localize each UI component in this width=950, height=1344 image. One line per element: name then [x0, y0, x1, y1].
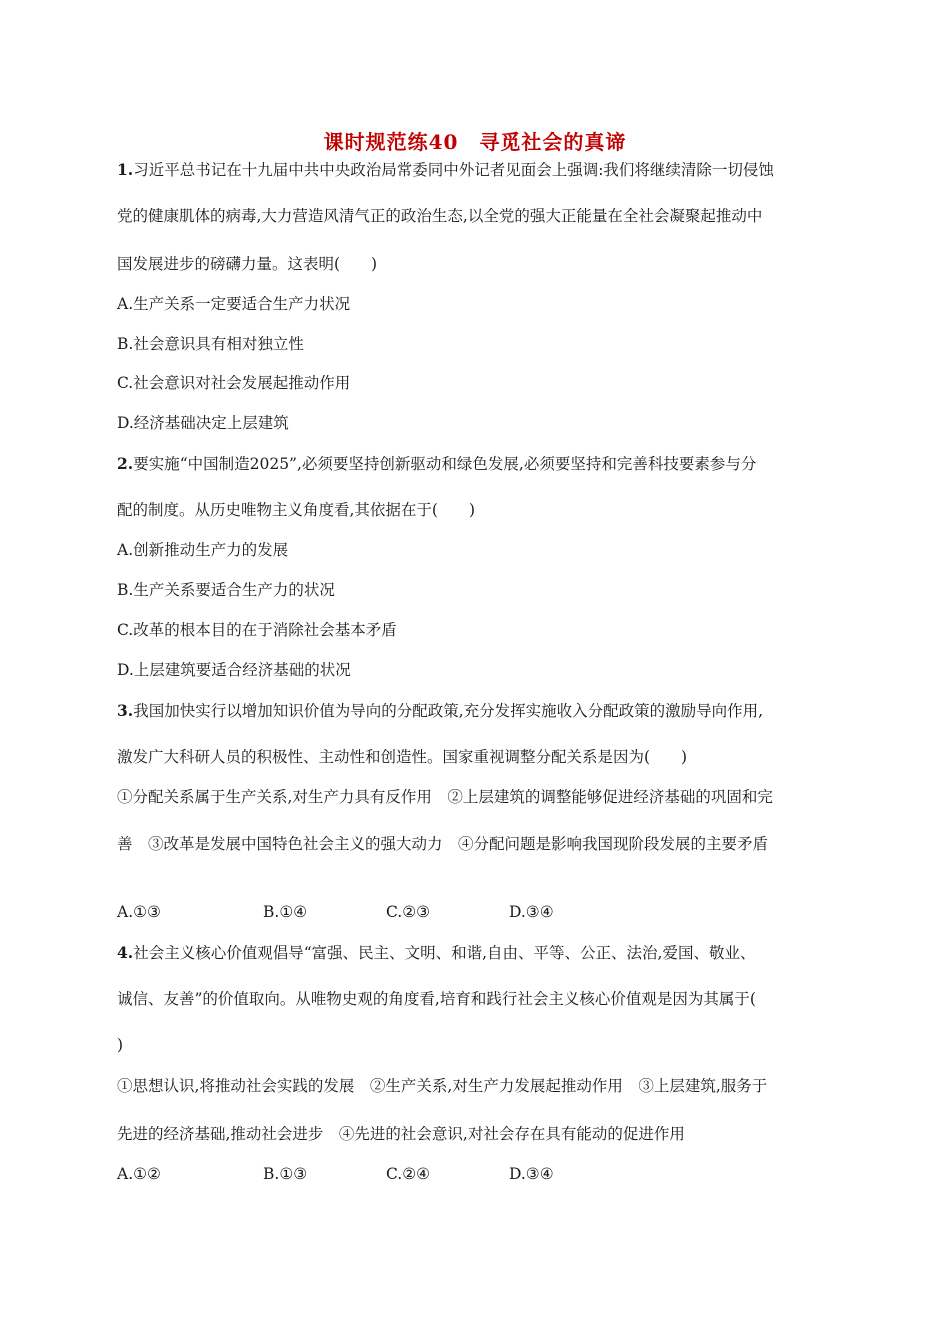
q3-option-c[interactable]: C.②③ [386, 903, 431, 921]
q1-option-b[interactable]: B.社会意识具有相对独立性 [117, 335, 304, 353]
q1-line-2: 党的健康肌体的病毒,大力营造风清气正的政治生态,以全党的强大正能量在全社会凝聚起推动中 [117, 207, 763, 225]
q4-option-d[interactable]: D.③④ [509, 1165, 554, 1183]
q4-line-1 [117, 942, 755, 964]
q2-option-c[interactable]: C.改革的根本目的在于消除社会基本矛盾 [117, 621, 397, 639]
q3-line-2: 激发广大科研人员的积极性、主动性和创造性。国家重视调整分配关系是因为( ) [117, 748, 688, 766]
q4-line-4: ①思想认识,将推动社会实践的发展 ②生产关系,对生产力发展起推动作用 ③上层建筑,服务于 [117, 1077, 768, 1095]
q1-option-d[interactable]: D.经济基础决定上层建筑 [117, 414, 289, 432]
q4-option-b[interactable]: B.①③ [263, 1165, 308, 1183]
q3-option-d[interactable]: D.③④ [509, 903, 554, 921]
q2-option-a[interactable]: A.创新推动生产力的发展 [117, 541, 289, 559]
q4-number: 4. [117, 943, 134, 962]
q4-option-c[interactable]: C.②④ [386, 1165, 431, 1183]
q1-option-c[interactable]: C.社会意识对社会发展起推动作用 [117, 374, 351, 392]
q2-option-d[interactable]: D.上层建筑要适合经济基础的状况 [117, 661, 351, 679]
q3-option-a[interactable]: A.①③ [117, 903, 161, 921]
q3-line-1 [117, 700, 763, 722]
q3-option-b[interactable]: B.①④ [263, 903, 308, 921]
q1-option-a[interactable]: A.生产关系一定要适合生产力状况 [117, 295, 351, 313]
q1-text-1: 习近平总书记在十九届中共中央政治局常委同中外记者见面会上强调:我们将继续清除一切侵蚀 [133, 161, 774, 179]
q2-text-1: 要实施“中国制造2025”,必须要坚持创新驱动和绿色发展,必须要坚持和完善科技要素参与分 [133, 455, 757, 473]
q3-line-3: ①分配关系属于生产关系,对生产力具有反作用 ②上层建筑的调整能够促进经济基础的巩固和完 [117, 788, 773, 806]
q3-line-4: 善 ③改革是发展中国特色社会主义的强大动力 ④分配问题是影响我国现阶段发展的主要矛盾 [117, 835, 769, 853]
q1-line-1 [117, 159, 774, 181]
q4-line-3: ) [117, 1036, 124, 1054]
q3-number: 3. [117, 701, 134, 720]
q1-line-3: 国发展进步的磅礴力量。这表明( ) [117, 255, 378, 273]
q2-line-2: 配的制度。从历史唯物主义角度看,其依据在于( ) [117, 501, 476, 519]
page-title: 课时规范练40 寻觅社会的真谛 [323, 130, 627, 154]
q2-line-1 [117, 453, 756, 475]
q4-option-a[interactable]: A.①② [117, 1165, 161, 1183]
q4-line-2: 诚信、友善”的价值取向。从唯物史观的角度看,培育和践行社会主义核心价值观是因为其属于( [117, 990, 756, 1008]
q3-text-1: 我国加快实行以增加知识价值为导向的分配政策,充分发挥实施收入分配政策的激励导向作用, [133, 702, 764, 720]
q1-number: 1. [117, 160, 134, 179]
q4-text-1: 社会主义核心价值观倡导“富强、民主、文明、和谐,自由、平等、公正、法治,爱国、敬业、 [133, 944, 756, 962]
q2-number: 2. [117, 454, 134, 473]
q2-option-b[interactable]: B.生产关系要适合生产力的状况 [117, 581, 335, 599]
q4-line-5: 先进的经济基础,推动社会进步 ④先进的社会意识,对社会存在具有能动的促进作用 [117, 1125, 685, 1143]
